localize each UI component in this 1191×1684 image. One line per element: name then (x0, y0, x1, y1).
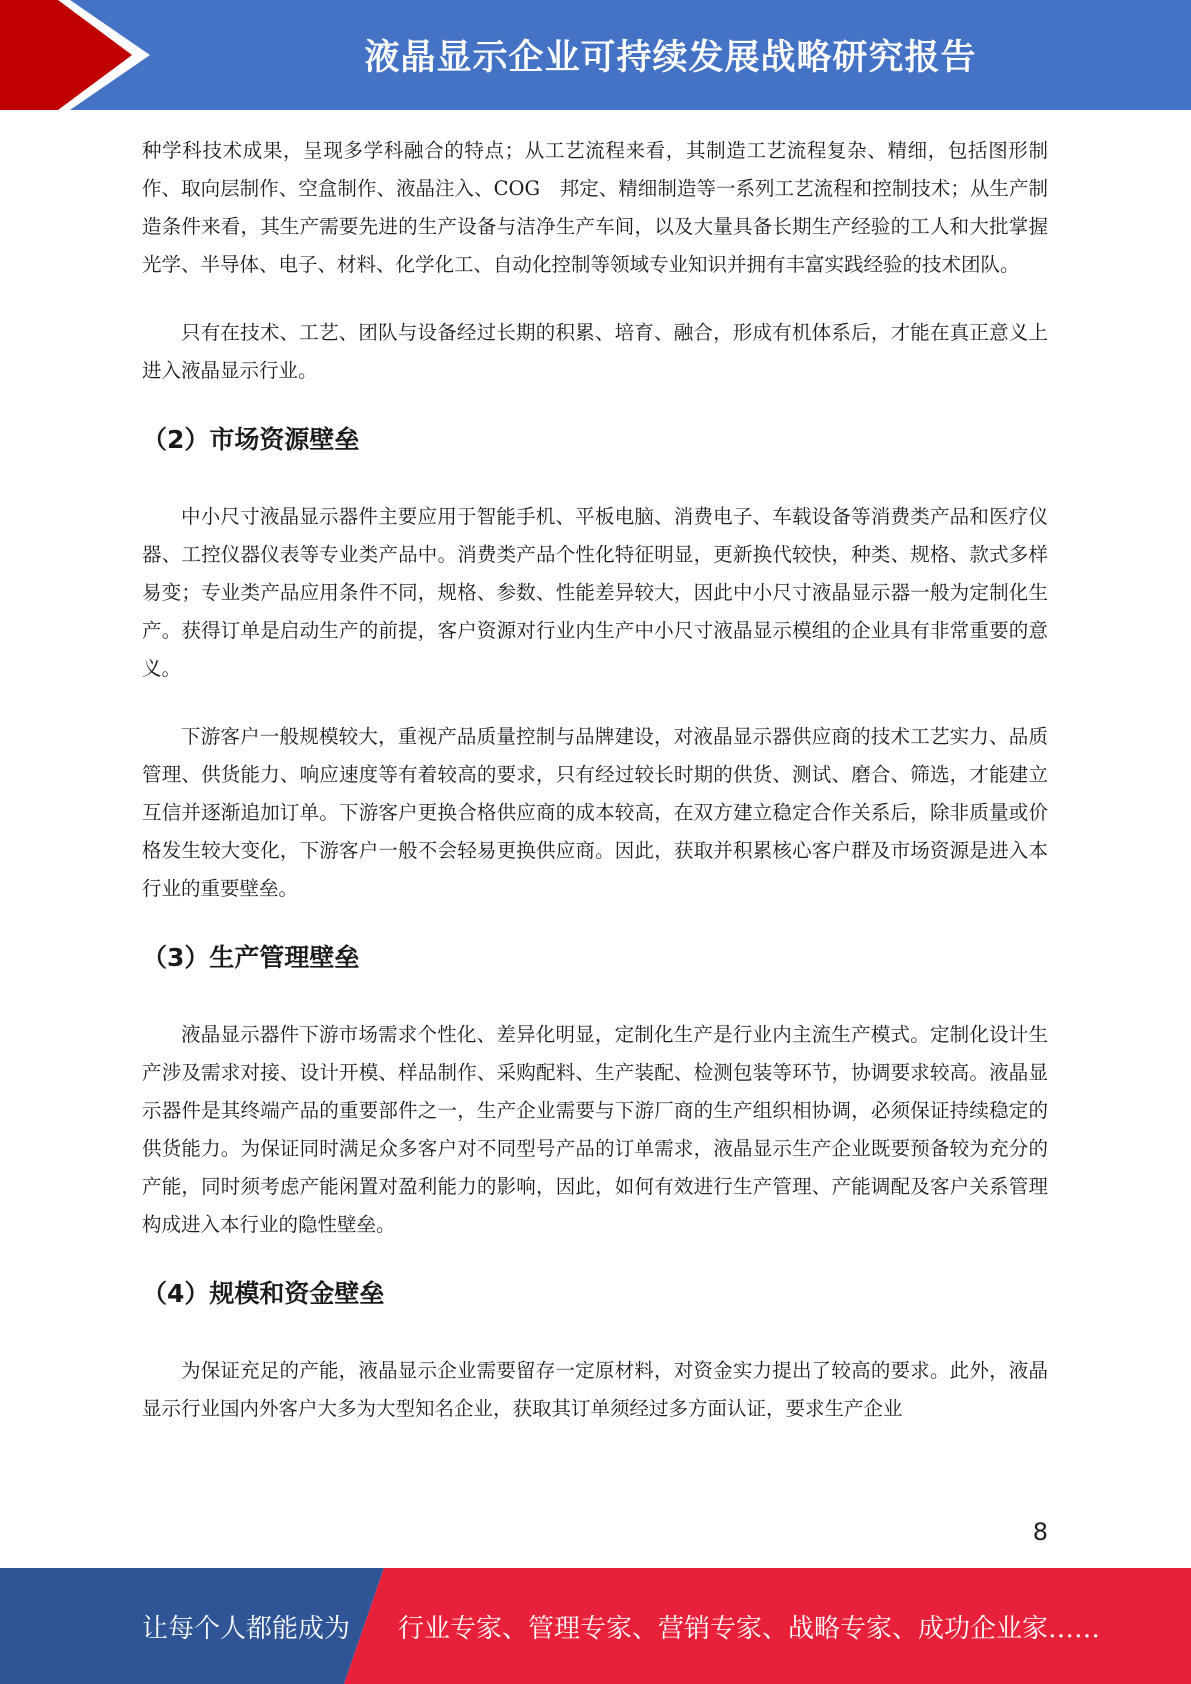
section-heading-market-resources: （2）市场资源壁垒 (142, 425, 360, 454)
paragraph-5: 液晶显示器件下游市场需求个性化、差异化明显，定制化生产是行业内主流生产模式。定制化设计生产涉及需求对接、设计开模、样品制作、采购配料、生产装配、检测包装等环节，协调要求较高。液晶显示器件是其终端产品的重要部件之一，生产企业需要与下游厂商的生产组织相协调，必须保证持续稳定的供货能力。为保证同时满足众多客户对不同型号产品的订单需求，液晶显示生产企业既要预备较为充分的产能，同时须考虑产能闲置对盈利能力的影响，因此，如何有效进行生产管理、产能调配及客户关系管理构成进入本行业的隐性壁垒。 (142, 1023, 1048, 1236)
footer-slogan-left: 让每个人都能成为 (142, 1613, 351, 1644)
footer-slogan-right: 行业专家、管理专家、营销专家、战略专家、成功企业家…… (398, 1613, 1101, 1644)
page-body (142, 132, 1048, 1458)
paragraph-3: 中小尺寸液晶显示器件主要应用于智能手机、平板电脑、消费电子、车载设备等消费类产品和医疗仪器、工控仪器仪表等专业类产品中。消费类产品个性化特征明显，更新换代较快，种类、规格、款式多样易变；专业类产品应用条件不同，规格、参数、性能差异较大，因此中小尺寸液晶显示器一般为定制化生产。获得订单是启动生产的前提，客户资源对行业内生产中小尺寸液晶显示模组的企业具有非常重要的意义。 (142, 505, 1048, 680)
paragraph-2: 只有在技术、工艺、团队与设备经过长期的积累、培育、融合，形成有机体系后，才能在真正意义上进入液晶显示行业。 (142, 321, 1048, 382)
paragraph-4: 下游客户一般规模较大，重视产品质量控制与品牌建设，对液晶显示器供应商的技术工艺实力、品质管理、供货能力、响应速度等有着较高的要求，只有经过较长时期的供货、测试、磨合、筛选，才能建立互信并逐渐追加订单。下游客户更换合格供应商的成本较高，在双方建立稳定合作关系后，除非质量或价格发生较大变化，下游客户一般不会轻易更换供应商。因此，获取并积累核心客户群及市场资源是进入本行业的重要壁垒。 (142, 725, 1048, 900)
paragraph-6: 为保证充足的产能，液晶显示企业需要留存一定原材料，对资金实力提出了较高的要求。此外，液晶显示行业国内外客户大多为大型知名企业，获取其订单须经过多方面认证，要求生产企业 (142, 1359, 1048, 1420)
paragraph-1: 种学科技术成果，呈现多学科融合的特点；从工艺流程来看，其制造工艺流程复杂、精细，包括图形制作、取向层制作、空盒制作、液晶注入、COG 邦定、精细制造等一系列工艺流程和控制技术；从生产制造条件来看，其生产需要先进的生产设备与洁净生产车间，以及大量具备长期生产经验的工人和大批掌握光学、半导体、电子、材料、化学化工、自动化控制等领域专业知识并拥有丰富实践经验的技术团队。 (142, 139, 1048, 276)
section-heading-production-management: （3）生产管理壁垒 (142, 943, 360, 972)
page-header (0, 0, 1191, 110)
page-footer (0, 1568, 1191, 1684)
section-heading-scale-capital: （4）规模和资金壁垒 (142, 1279, 385, 1308)
report-title: 液晶显示企业可持续发展战略研究报告 (364, 38, 977, 78)
page-number: 8 (1032, 1518, 1048, 1546)
